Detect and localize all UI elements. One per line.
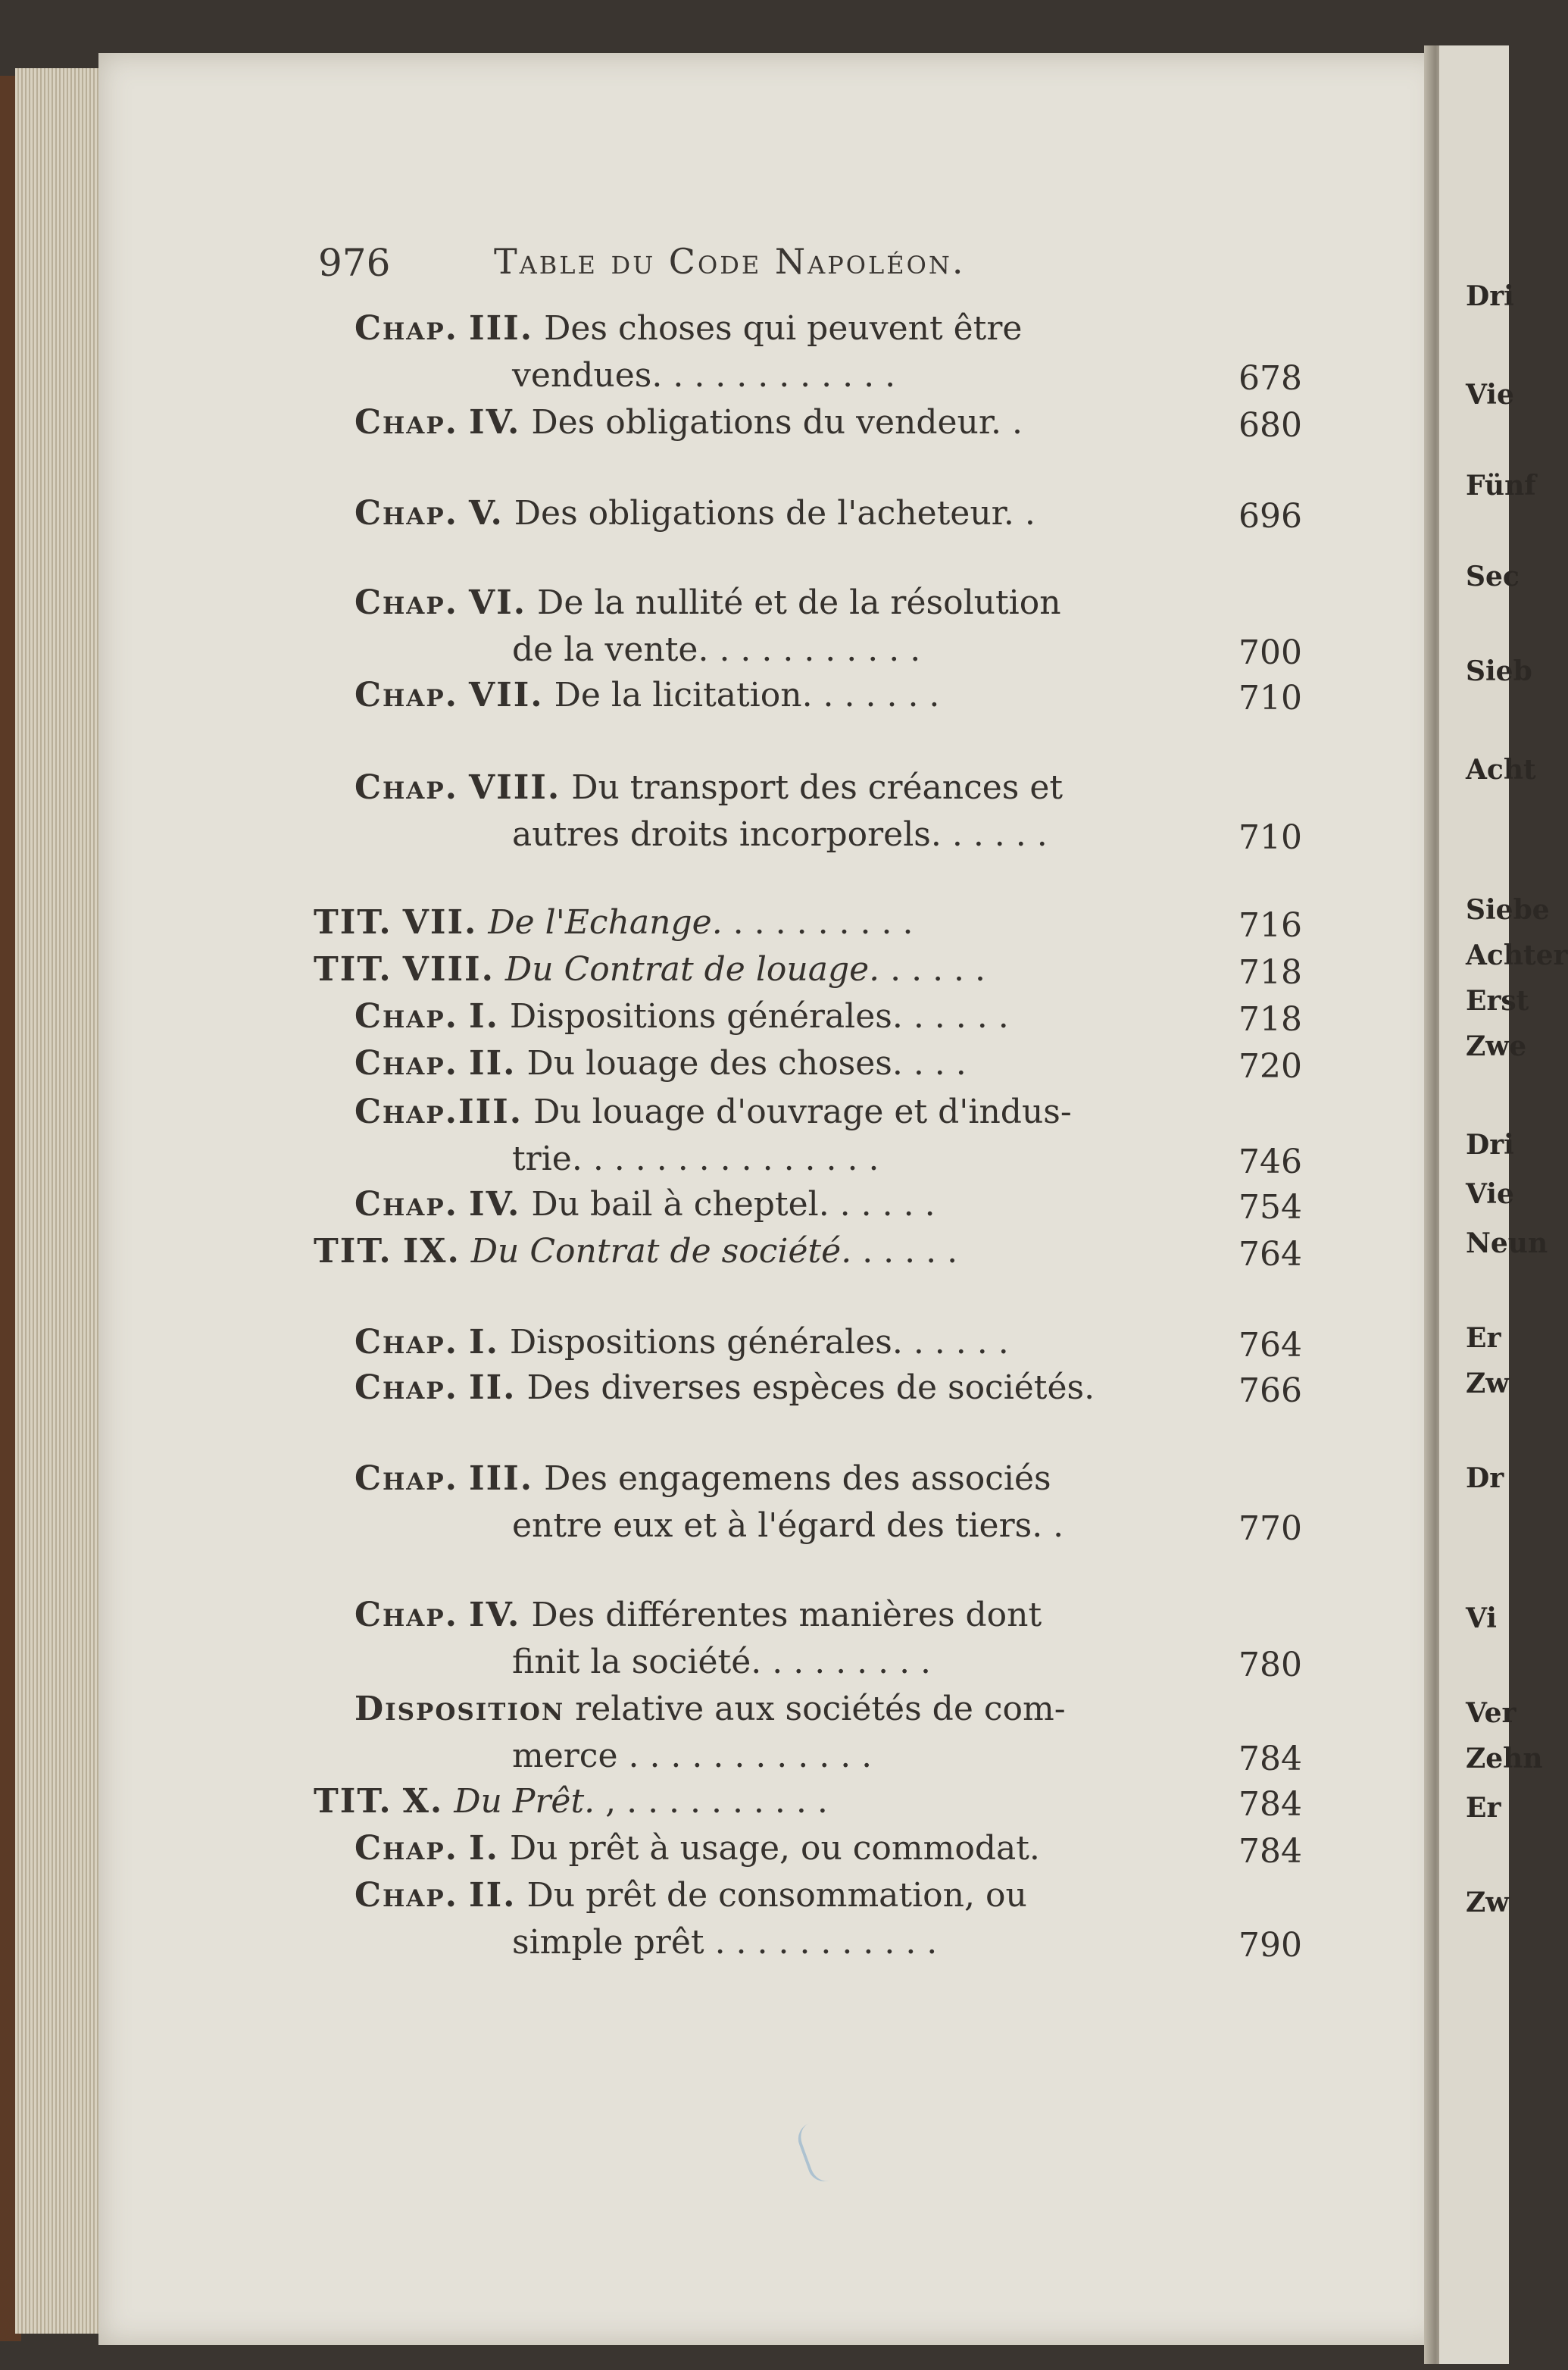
toc-entry: Chap. I. Du prêt à usage, ou commodat. xyxy=(355,1829,1040,1868)
facing-page-word: Zwe xyxy=(1466,1030,1527,1062)
toc-entry: Chap. VIII. Du transport des créances et xyxy=(355,768,1064,807)
facing-page-word: Neun xyxy=(1466,1227,1548,1259)
toc-entry-cont: vendues. . . . . . . . . . . . xyxy=(512,356,896,395)
facing-page-word: Siebe xyxy=(1466,894,1550,926)
toc-page: 790 xyxy=(1238,1926,1302,1965)
toc-entry: TIT. X. Du Prêt. , . . . . . . . . . . xyxy=(314,1782,828,1821)
facing-page-word: Dr xyxy=(1466,1462,1504,1494)
toc-entry: Chap. V. Des obligations de l'acheteur. . xyxy=(355,494,1035,533)
toc-page: 780 xyxy=(1238,1646,1302,1684)
toc-page: 696 xyxy=(1238,497,1302,536)
toc-entry: Chap. III. Des choses qui peuvent être xyxy=(355,309,1023,348)
toc-entry-cont: trie. . . . . . . . . . . . . . . xyxy=(512,1140,879,1178)
toc-entry: Chap. II. Du louage des choses. . . . xyxy=(355,1044,967,1083)
toc-entry: Chap. III. Des engagemens des associés xyxy=(355,1459,1051,1498)
toc-page: 680 xyxy=(1238,406,1302,445)
toc-page: 770 xyxy=(1238,1509,1302,1548)
toc-page: 720 xyxy=(1238,1047,1302,1086)
toc-entry: Disposition relative aux sociétés de com- xyxy=(355,1690,1066,1728)
toc-page: 784 xyxy=(1238,1740,1302,1778)
running-title: Table du Code Napoléon. xyxy=(494,241,966,282)
toc-entry: Chap. I. Dispositions générales. . . . . . xyxy=(355,997,1009,1036)
facing-page-word: Ver xyxy=(1466,1697,1516,1729)
facing-page-word: Zw xyxy=(1466,1887,1510,1918)
toc-page: 754 xyxy=(1238,1188,1302,1227)
toc-entry: Chap. IV. Des obligations du vendeur. . xyxy=(355,403,1023,442)
toc-entry: Chap. IV. Des différentes manières dont xyxy=(355,1596,1042,1634)
toc-page: 746 xyxy=(1238,1143,1302,1181)
facing-page-word: Fünf xyxy=(1466,470,1536,502)
toc-entry: TIT. VIII. Du Contrat de louage. . . . . . xyxy=(314,950,986,989)
toc-page: 766 xyxy=(1238,1371,1302,1410)
toc-entry: Chap. I. Dispositions générales. . . . . . xyxy=(355,1323,1009,1362)
page-number: 976 xyxy=(318,241,391,285)
toc-entry: Chap. VI. De la nullité et de la résolution xyxy=(355,583,1061,622)
toc-page: 764 xyxy=(1238,1235,1302,1274)
toc-entry: Chap. II. Des diverses espèces de sociétés. xyxy=(355,1368,1095,1407)
toc-page: 718 xyxy=(1238,1000,1302,1039)
facing-page-word: Vie xyxy=(1466,379,1514,411)
facing-page-word: Achter xyxy=(1466,940,1568,971)
toc-entry: Chap. VII. De la licitation. . . . . . . xyxy=(355,676,940,714)
toc-page: 678 xyxy=(1238,359,1302,398)
facing-page-word: Er xyxy=(1466,1322,1501,1354)
toc-page: 710 xyxy=(1238,679,1302,718)
toc-page: 764 xyxy=(1238,1326,1302,1365)
toc-entry: Chap. II. Du prêt de consommation, ou xyxy=(355,1876,1027,1915)
facing-page-word: Erst xyxy=(1466,985,1529,1017)
facing-page-word: Acht xyxy=(1466,754,1536,786)
toc-page: 784 xyxy=(1238,1832,1302,1871)
toc-page: 718 xyxy=(1238,953,1302,992)
facing-page-word: Dri xyxy=(1466,280,1514,312)
facing-page-word: Sieb xyxy=(1466,655,1532,687)
toc-entry: TIT. VII. De l'Echange. . . . . . . . . . xyxy=(314,903,914,942)
toc-entry-cont: finit la société. . . . . . . . . xyxy=(512,1643,932,1681)
toc-entry-cont: merce . . . . . . . . . . . . xyxy=(512,1737,873,1775)
toc-page: 716 xyxy=(1238,906,1302,945)
toc-entry-cont: simple prêt . . . . . . . . . . . xyxy=(512,1923,938,1962)
toc-entry: Chap. IV. Du bail à cheptel. . . . . . xyxy=(355,1185,935,1224)
toc-entry-cont: autres droits incorporels. . . . . . xyxy=(512,815,1048,854)
facing-page-word: Zw xyxy=(1466,1368,1510,1399)
toc-entry: TIT. IX. Du Contrat de société. . . . . . xyxy=(314,1232,958,1271)
facing-page-word: Er xyxy=(1466,1792,1501,1824)
facing-page-word: Sec xyxy=(1466,561,1520,592)
facing-page-word: Dri xyxy=(1466,1129,1514,1161)
toc-entry: Chap.III. Du louage d'ouvrage et d'indus- xyxy=(355,1093,1072,1131)
toc-page: 700 xyxy=(1238,633,1302,672)
facing-page-word: Vie xyxy=(1466,1178,1514,1210)
toc-entry-cont: de la vente. . . . . . . . . . . xyxy=(512,630,921,669)
page-edges xyxy=(15,68,102,2334)
toc-page: 784 xyxy=(1238,1785,1302,1824)
facing-page-word: Zehn xyxy=(1466,1743,1543,1774)
toc-entry-cont: entre eux et à l'égard des tiers. . xyxy=(512,1506,1064,1545)
toc-page: 710 xyxy=(1238,818,1302,857)
facing-page-word: Vi xyxy=(1466,1602,1497,1634)
